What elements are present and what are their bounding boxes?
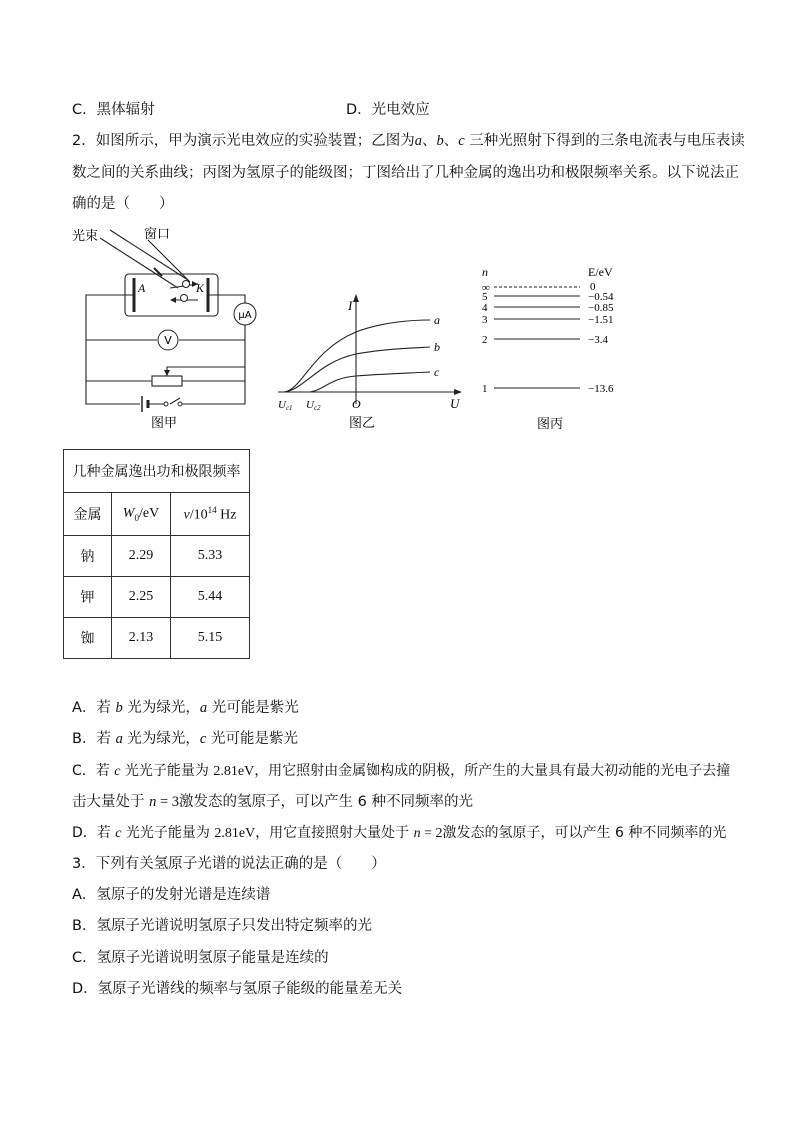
window-pointer (148, 240, 190, 282)
energy-header: E/eV (588, 265, 613, 279)
level-n-5: 5 (482, 291, 488, 303)
q3-option-d: D．氢原子光谱线的频率与氢原子能级的能量差无关 (72, 981, 403, 997)
uc2-label: Uc2 (306, 399, 321, 412)
curve-c-label: c (434, 365, 440, 379)
figure-bing-energy-levels (476, 262, 646, 434)
q2-option-c-line1: C．若 c 光光子能量为 2.81eV，用它照射由金属铷构成的阴极，所产生的大量具有最大初动能的光电子去撞 (72, 763, 731, 779)
origin-label: O (352, 397, 361, 411)
table-row: 钾 2.25 5.44 (64, 577, 250, 618)
level-n-1: 1 (482, 383, 488, 395)
q2-option-c-line2: 击大量处于 n = 3激发态的氢原子，可以产生 6 种不同频率的光 (72, 794, 473, 810)
anode-label: A (138, 281, 146, 295)
q3-option-a: A．氢原子的发射光谱是连续谱 (72, 887, 271, 903)
table-row: 铷 2.13 5.15 (64, 618, 250, 659)
q1-option-c: C．黑体辐射 (72, 102, 155, 118)
level-e-4: −0.85 (588, 302, 614, 314)
table-title: 几种金属逸出功和极限频率 (64, 450, 250, 493)
figure-yi-iu-graph (272, 292, 468, 432)
level-e-2: −3.4 (588, 334, 608, 346)
uc1-label: Uc1 (278, 399, 293, 412)
electron-icon (181, 295, 188, 302)
level-n-inf: ∞ (482, 282, 490, 294)
level-e-inf: 0 (590, 281, 596, 293)
n-header: n (482, 265, 488, 279)
q3-stem: 3．下列有关氢原子光谱的说法正确的是（ ） (72, 856, 386, 872)
q2-option-d: D．若 c 光光子能量为 2.81eV，用它直接照射大量处于 n = 2激发态的氢原子，可以产生 6 种不同频率的光 (72, 825, 727, 841)
level-n-3: 3 (482, 314, 488, 326)
level-n-4: 4 (482, 302, 488, 314)
figure-bing-caption: 图丙 (536, 417, 564, 432)
q2-stem-line1: 2．如图所示，甲为演示光电效应的实验装置；乙图为a、b、c 三种光照射下得到的三条电流表与电压表读 (72, 133, 745, 149)
q2-stem-line3: 确的是（ ） (72, 196, 174, 212)
u-axis-label: U (450, 396, 460, 411)
figure-jia-caption: 图甲 (150, 416, 178, 431)
curve-b-label: b (434, 340, 440, 354)
curve-b (284, 347, 430, 392)
q3-option-c: C．氢原子光谱说明氢原子能量是连续的 (72, 950, 329, 966)
rheostat (152, 376, 182, 386)
table-row: 钠 2.29 5.33 (64, 536, 250, 577)
q3-option-b: B．氢原子光谱说明氢原子只发出特定频率的光 (72, 918, 372, 934)
level-e-1: −13.6 (588, 383, 614, 395)
microammeter-label: μA (238, 310, 252, 321)
curve-a-label: a (434, 313, 440, 327)
window-label: 窗口 (144, 227, 171, 242)
figure-yi-caption: 图乙 (348, 416, 376, 431)
table-header-metal: 金属 (64, 493, 112, 536)
figure-jia-circuit (70, 222, 270, 432)
level-n-2: 2 (482, 334, 488, 346)
electron-icon (183, 281, 190, 288)
curve-c (310, 372, 430, 392)
table-header-nu: $\nu/10^{14}$ Hz (171, 493, 250, 536)
metal-work-function-table (63, 449, 250, 659)
table-header-w0: $W_0/eV$ (112, 493, 171, 536)
voltmeter-label: V (164, 334, 172, 347)
beam-label: 光束 (72, 229, 99, 244)
q2-option-a: A．若 b 光为绿光，a 光可能是紫光 (72, 700, 299, 716)
i-axis-label: I (348, 298, 353, 313)
q1-option-d: D．光电效应 (346, 102, 430, 118)
level-e-5: −0.54 (588, 291, 614, 303)
cathode-label: K (196, 281, 205, 295)
q2-option-b: B．若 a 光为绿光，c 光可能是紫光 (72, 731, 298, 747)
q2-stem-line2: 数之间的关系曲线；丙图为氢原子的能级图；丁图给出了几种金属的逸出功和极限频率关系。以下说法正 (72, 165, 739, 181)
level-e-3: −1.51 (588, 314, 614, 326)
